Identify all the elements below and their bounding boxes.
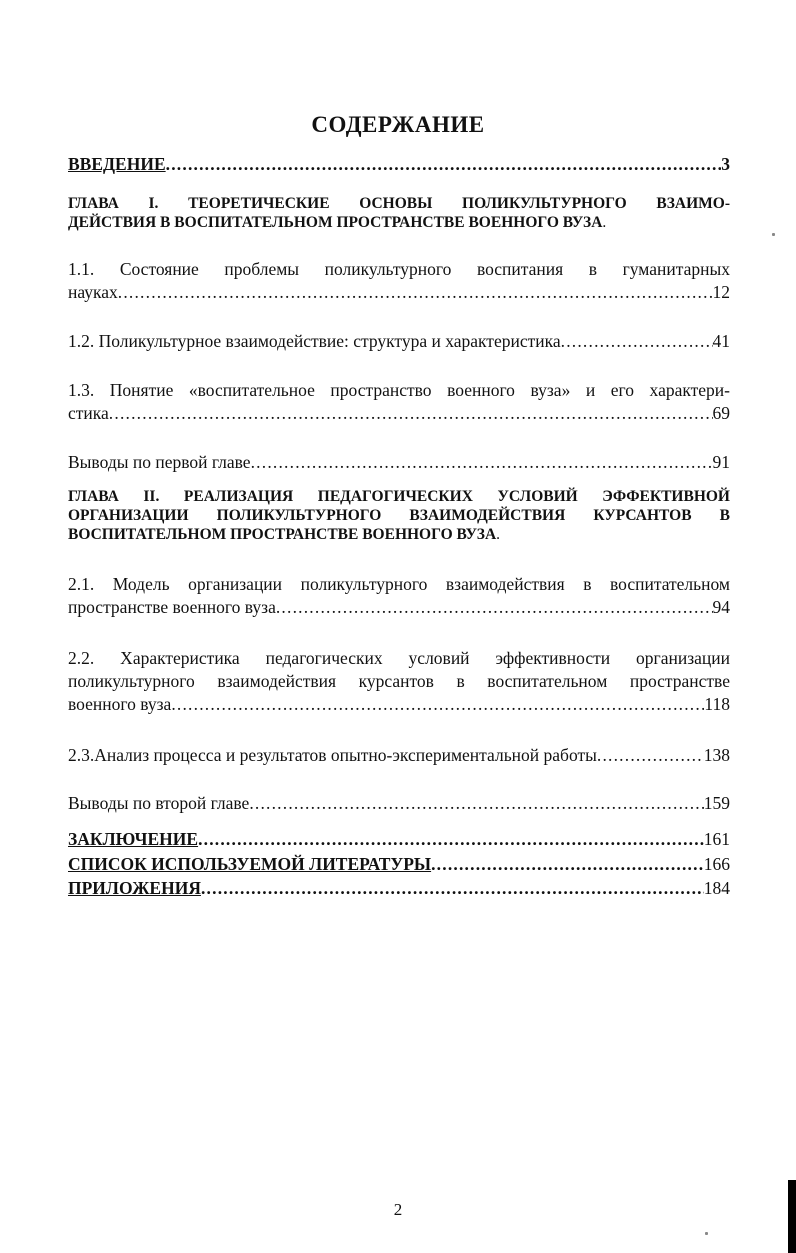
toc-label: 1.2. Поликультурное взаимодействие: структура и характеристика bbox=[68, 331, 561, 351]
toc-label: военного вуза bbox=[68, 694, 172, 714]
toc-text-line: поликультурного взаимодействия курсантов в воспитательном пространстве bbox=[68, 671, 730, 691]
toc-label: ПРИЛОЖЕНИЯ bbox=[68, 878, 201, 898]
toc-page-number: 41 bbox=[712, 331, 730, 351]
scan-edge-mark bbox=[788, 1180, 796, 1253]
toc-label: 2.3.Анализ процесса и результатов опытно-экспериментальной работы bbox=[68, 745, 597, 765]
toc-leader-dots bbox=[201, 877, 704, 900]
toc-label: ВВЕДЕНИЕ bbox=[68, 154, 166, 174]
toc-page-number: 12 bbox=[712, 282, 730, 302]
toc-page-number: 118 bbox=[704, 694, 730, 714]
chapter-heading-line-3-wrap bbox=[68, 525, 730, 544]
chapter-heading-tail: . bbox=[602, 214, 607, 231]
chapter-heading-tail: . bbox=[496, 526, 501, 543]
toc-entry-section-2-2[interactable] bbox=[68, 647, 730, 716]
toc-page-number: 138 bbox=[703, 745, 730, 765]
toc-leader-dots bbox=[251, 451, 713, 474]
toc-entry-section-2-3[interactable] bbox=[68, 744, 730, 767]
toc-page-number: 161 bbox=[703, 829, 730, 849]
page-number: 2 bbox=[393, 1200, 403, 1219]
toc-label: стика bbox=[68, 403, 109, 423]
scan-speck bbox=[705, 1232, 708, 1235]
toc-leader-dots bbox=[276, 596, 713, 619]
toc-label: ЗАКЛЮЧЕНИЕ bbox=[68, 829, 199, 849]
toc-leader-dots bbox=[109, 402, 713, 425]
toc-page-number: 184 bbox=[703, 878, 730, 898]
toc-page-number: 69 bbox=[712, 403, 730, 423]
toc-page-number: 166 bbox=[703, 854, 730, 874]
toc-entry-section-1-2[interactable] bbox=[68, 330, 730, 353]
toc-entry-chapter-1-summary[interactable] bbox=[68, 451, 730, 474]
toc-entry-chapter-2[interactable] bbox=[68, 487, 730, 544]
chapter-heading-line: ДЕЙСТВИЯ В ВОСПИТАТЕЛЬНОМ ПРОСТРАНСТВЕ ВОЕННОГО ВУЗА bbox=[68, 214, 603, 231]
toc-entry-section-1-1[interactable] bbox=[68, 258, 730, 304]
toc-entry-section-1-3[interactable] bbox=[68, 379, 730, 425]
toc-text-line: 1.1. Состояние проблемы поликультурного воспитания в гуманитарных bbox=[68, 259, 730, 279]
toc-text-line: 2.1. Модель организации поликультурного взаимодействия в воспитательном bbox=[68, 574, 730, 594]
toc-label: Выводы по второй главе bbox=[68, 793, 250, 813]
chapter-heading-line-2-wrap bbox=[68, 213, 730, 232]
toc-entry-references[interactable] bbox=[68, 853, 730, 876]
toc-entry-appendix[interactable] bbox=[68, 877, 730, 900]
toc-leader-dots bbox=[597, 744, 704, 767]
toc-label: Выводы по первой главе bbox=[68, 452, 251, 472]
toc-entry-chapter-2-summary[interactable] bbox=[68, 792, 730, 815]
chapter-heading-line: ОРГАНИЗАЦИИ ПОЛИКУЛЬТУРНОГО ВЗАИМОДЕЙСТВИЯ КУРСАНТОВ В bbox=[68, 507, 730, 524]
chapter-heading-line: ВОСПИТАТЕЛЬНОМ ПРОСТРАНСТВЕ ВОЕННОГО ВУЗА bbox=[68, 526, 497, 543]
toc-text-line: 2.2. Характеристика педагогических условий эффективности организации bbox=[68, 648, 730, 668]
toc-leader-dots bbox=[249, 792, 703, 815]
page-title: СОДЕРЖАНИЕ bbox=[311, 112, 485, 137]
toc-page-number: 3 bbox=[721, 154, 730, 174]
toc-label: науках bbox=[68, 282, 118, 302]
toc-entry-conclusion[interactable] bbox=[68, 828, 730, 851]
toc-label: СПИСОК ИСПОЛЬЗУЕМОЙ ЛИТЕРАТУРЫ bbox=[68, 854, 432, 874]
toc-page-number: 91 bbox=[712, 452, 730, 472]
toc-page-number: 159 bbox=[703, 793, 730, 813]
toc-entry-introduction[interactable] bbox=[68, 153, 730, 176]
toc-leader-dots bbox=[561, 330, 713, 353]
toc-entry-section-2-1[interactable] bbox=[68, 573, 730, 619]
toc-entry-chapter-1[interactable] bbox=[68, 194, 730, 232]
toc-text-line: 1.3. Понятие «воспитательное пространство военного вуза» и его характери- bbox=[68, 380, 730, 400]
toc-leader-dots bbox=[171, 693, 704, 716]
toc-leader-dots bbox=[118, 281, 713, 304]
toc-leader-dots bbox=[431, 853, 704, 876]
scan-speck bbox=[772, 233, 775, 236]
toc-leader-dots bbox=[198, 828, 704, 851]
toc-page-number: 94 bbox=[712, 597, 730, 617]
toc-label: пространстве военного вуза bbox=[68, 597, 276, 617]
chapter-heading-line: ГЛАВА II. РЕАЛИЗАЦИЯ ПЕДАГОГИЧЕСКИХ УСЛОВИЙ ЭФФЕКТИВНОЙ bbox=[68, 488, 730, 505]
chapter-heading-line: ГЛАВА I. ТЕОРЕТИЧЕСКИЕ ОСНОВЫ ПОЛИКУЛЬТУРНОГО ВЗАИМО- bbox=[68, 195, 730, 212]
toc-leader-dots bbox=[166, 153, 722, 176]
